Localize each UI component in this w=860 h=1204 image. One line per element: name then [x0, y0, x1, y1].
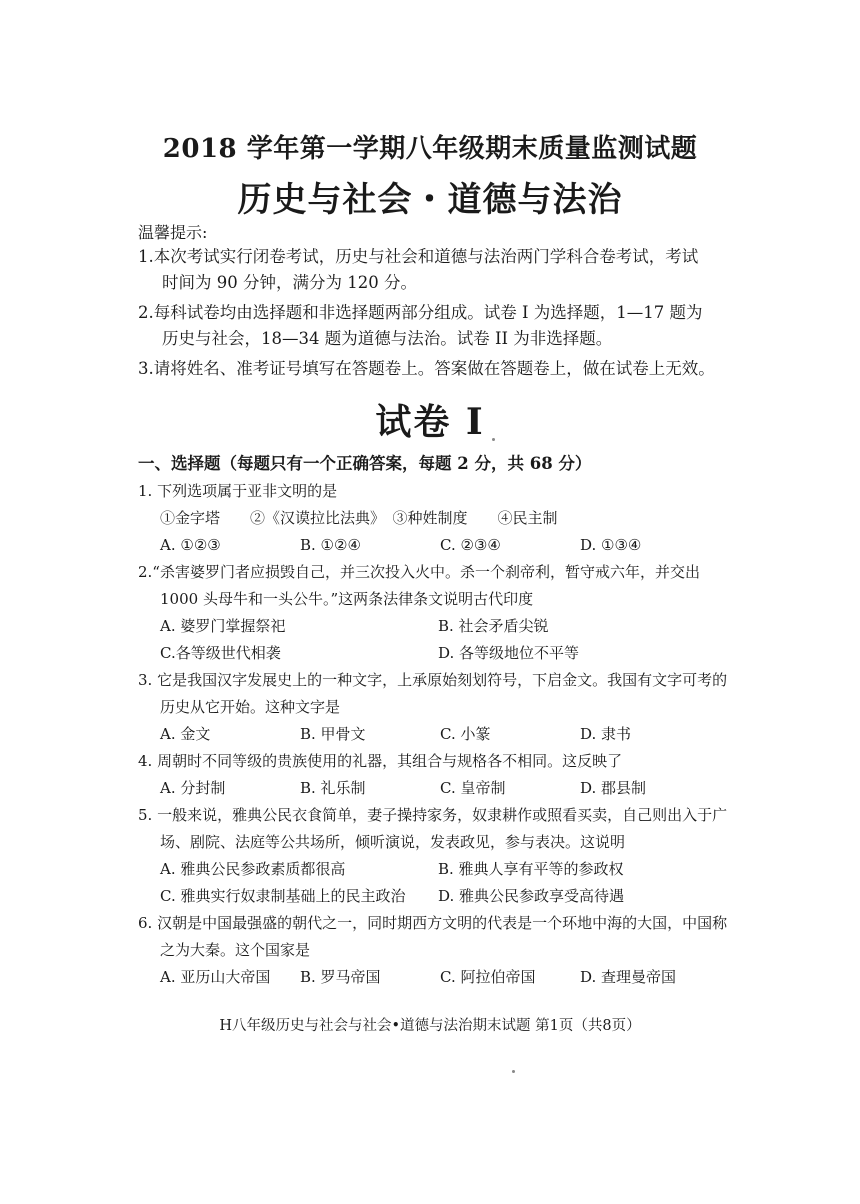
question-stem: 2.“杀害婆罗门者应损毁自己，并三次投入火中。杀一个刹帝利，暂守戒六年，并交出	[138, 563, 700, 581]
option-c: C. 雅典实行奴隶制基础上的民主政治	[160, 887, 406, 905]
option-d: D. 隶书	[580, 725, 632, 743]
notice-item-number: 3.	[138, 359, 154, 378]
exam-subtitle: 历史与社会・道德与法治	[237, 180, 623, 220]
option-a: A. 婆罗门掌握祭祀	[160, 617, 286, 635]
question	[138, 910, 738, 991]
option-a: A. 雅典公民参政素质都很高	[160, 860, 346, 878]
scan-speck	[492, 438, 495, 441]
section-title: 试卷 I	[375, 401, 485, 443]
scan-speck	[512, 1070, 515, 1073]
question-stem-line: 之为大秦。这个国家是	[160, 941, 311, 959]
notice-item	[138, 300, 738, 352]
question	[138, 667, 738, 748]
option-c: C. ②③④	[440, 536, 501, 554]
notice-list	[138, 244, 738, 386]
question-options	[138, 775, 738, 802]
option-b: B. 罗马帝国	[300, 968, 381, 986]
option-c: C. 小篆	[440, 725, 491, 743]
option-d: D. 查理曼帝国	[580, 968, 677, 986]
option-b: B. 社会矛盾尖锐	[438, 617, 549, 635]
question-stem-line: ①金字塔 ②《汉谟拉比法典》 ③种姓制度 ④民主制	[160, 509, 558, 527]
question-options	[138, 532, 738, 559]
question	[138, 559, 738, 667]
notice-heading: 温馨提示:	[138, 223, 208, 242]
notice-item-text: 请将姓名、准考证号填写在答题卷上。答案做在答题卷上，做在试卷上无效。	[153, 359, 715, 378]
option-a: A. 亚历山大帝国	[160, 968, 271, 986]
option-d: D. 郡县制	[580, 779, 647, 797]
question-stem: 4. 周朝时不同等级的贵族使用的礼器，其组合与规格各不相同。这反映了	[138, 752, 623, 770]
option-b: B. ①②④	[300, 536, 361, 554]
exam-title: 2018 学年第一学期八年级期末质量监测试题	[162, 134, 698, 164]
question-options	[138, 613, 738, 640]
question-stem: 5. 一般来说，雅典公民衣食简单，妻子操持家务，奴隶耕作或照看买卖，自己则出入于广	[138, 806, 728, 824]
part-heading: 一、选择题（每题只有一个正确答案，每题 2 分，共 68 分）	[138, 454, 592, 473]
question	[138, 478, 738, 559]
option-a: A. 金文	[160, 725, 211, 743]
option-c: C. 阿拉伯帝国	[440, 968, 536, 986]
page-footer: H八年级历史与社会与社会•道德与法治期末试题 第1页（共8页）	[219, 1018, 641, 1034]
option-d: D. ①③④	[580, 536, 642, 554]
question-stem-line: 1000 头母牛和一头公牛。”这两条法律条文说明古代印度	[160, 590, 534, 608]
question-options	[138, 640, 738, 667]
question-options	[138, 856, 738, 883]
notice-item-number: 1.	[138, 247, 154, 266]
notice-item-continuation: 历史与社会，18—34 题为道德与法治。试卷 II 为非选择题。	[162, 329, 613, 348]
notice-item-number: 2.	[138, 303, 154, 322]
notice-item	[138, 244, 738, 296]
option-d: D. 各等级地位不平等	[438, 644, 580, 662]
question-stem-line: 场、剧院、法庭等公共场所，倾听演说，发表政见，参与表决。这说明	[160, 833, 626, 851]
question-stem: 3. 它是我国汉字发展史上的一种文字，上承原始刻划符号，下启金文。我国有文字可考的	[138, 671, 728, 689]
question	[138, 802, 738, 910]
question-options	[138, 964, 738, 991]
notice-item-text: 本次考试实行闭卷考试，历史与社会和道德与法治两门学科合卷考试，考试	[153, 247, 699, 266]
notice-item-text: 每科试卷均由选择题和非选择题两部分组成。试卷 I 为选择题，1—17 题为	[153, 303, 703, 322]
question-stem-line: 历史从它开始。这种文字是	[160, 698, 341, 716]
notice-item-continuation: 时间为 90 分钟，满分为 120 分。	[162, 273, 417, 292]
option-c: C.各等级世代相袭	[160, 644, 281, 662]
option-a: A. 分封制	[160, 779, 226, 797]
notice-item	[138, 356, 738, 382]
question-options	[138, 721, 738, 748]
option-b: B. 甲骨文	[300, 725, 366, 743]
option-a: A. ①②③	[160, 536, 221, 554]
question-stem: 6. 汉朝是中国最强盛的朝代之一，同时期西方文明的代表是一个环地中海的大国，中国称	[138, 914, 728, 932]
option-c: C. 皇帝制	[440, 779, 506, 797]
question	[138, 748, 738, 802]
option-d: D. 雅典公民参政享受高待遇	[438, 887, 625, 905]
question-stem: 1. 下列选项属于亚非文明的是	[138, 482, 338, 500]
option-b: B. 礼乐制	[300, 779, 366, 797]
question-options	[138, 883, 738, 910]
question-list	[138, 478, 738, 991]
option-b: B. 雅典人享有平等的参政权	[438, 860, 624, 878]
